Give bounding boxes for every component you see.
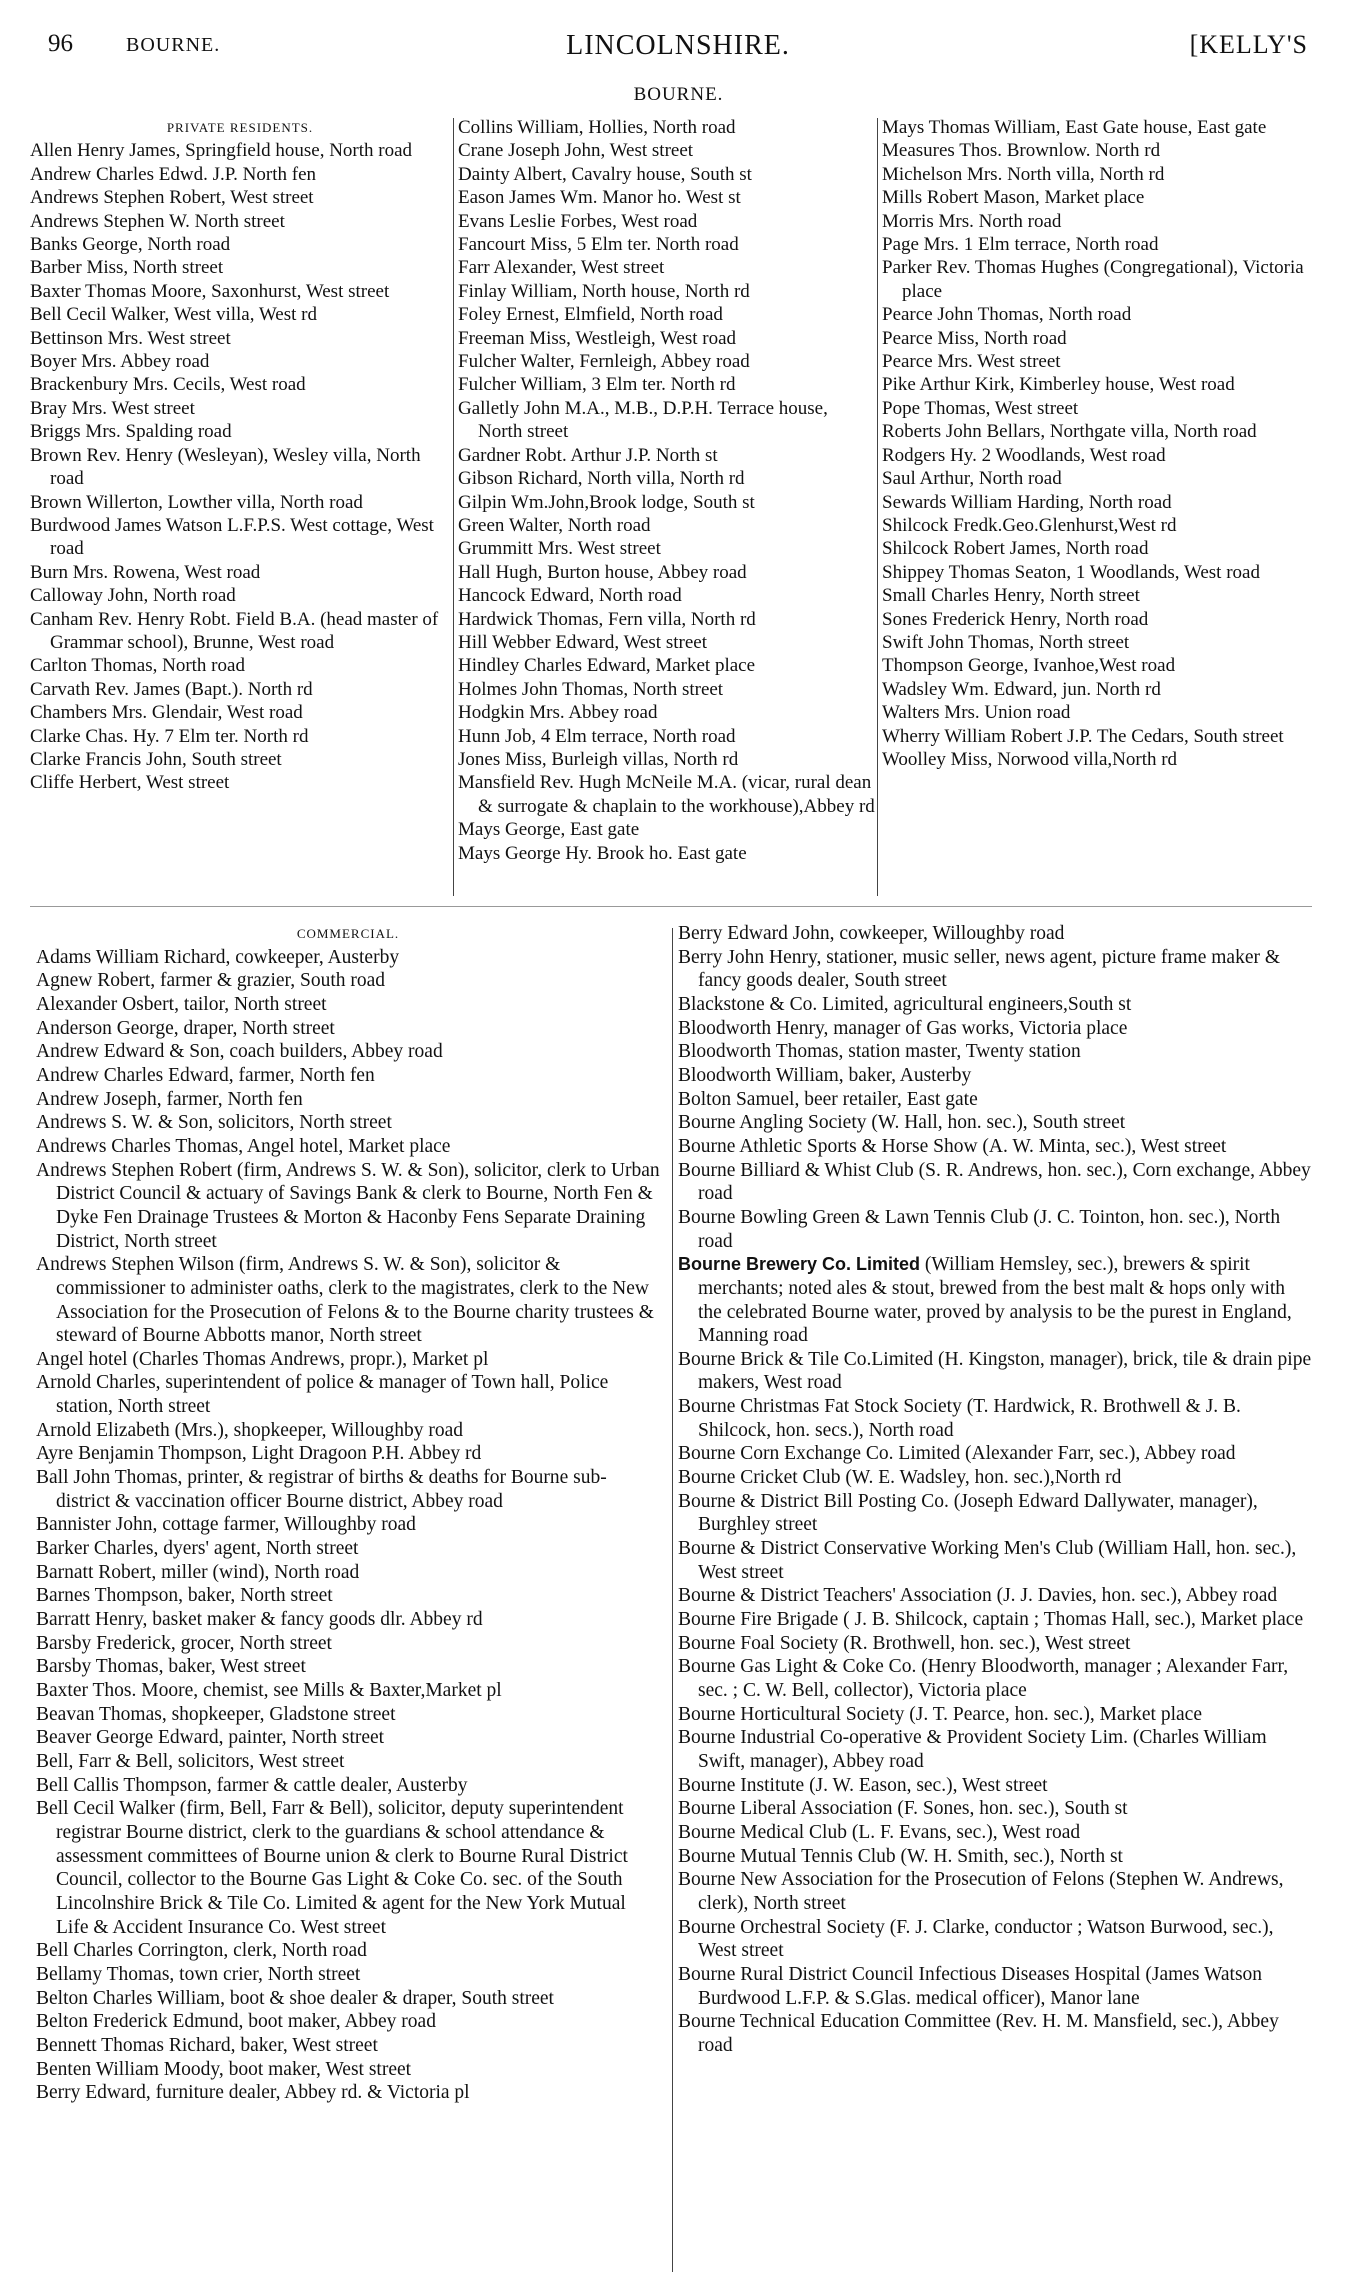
directory-entry: Andrews Stephen W. North street: [30, 210, 285, 232]
directory-entry: Hill Webber Edward, West street: [458, 631, 707, 653]
directory-entry: Swift John Thomas, North street: [882, 631, 1130, 653]
directory-entry: Ball John Thomas, printer, & registrar of births & deaths for Bourne sub-district & vaccination officer Bourne district, Abbey road: [36, 1467, 607, 1512]
directory-entry: Bourne Gas Light & Coke Co. (Henry Bloodworth, manager ; Alexander Farr, sec. ; C. W. Bell, collector), Victoria place: [678, 1656, 1289, 1701]
directory-entry: Saul Arthur, North road: [882, 468, 1062, 490]
directory-entry: Finlay William, North house, North rd: [458, 280, 750, 302]
directory-entry: Andrews Charles Thomas, Angel hotel, Market place: [36, 1135, 451, 1157]
directory-entry: Bellamy Thomas, town crier, North street: [36, 1963, 361, 1985]
directory-entry: Carvath Rev. James (Bapt.). North rd: [30, 678, 313, 700]
directory-entry: Andrew Charles Edward, farmer, North fen: [36, 1064, 375, 1086]
directory-entry: Burdwood James Watson L.F.P.S. West cottage, West road: [30, 514, 434, 560]
directory-entry: Bell, Farr & Bell, solicitors, West street: [36, 1750, 345, 1772]
directory-entry: Sewards William Harding, North road: [882, 491, 1172, 513]
directory-entry: Belton Frederick Edmund, boot maker, Abbey road: [36, 2011, 436, 2033]
directory-entry: Bourne Orchestral Society (F. J. Clarke, conductor ; Watson Burwood, sec.), West street: [678, 1916, 1274, 1962]
directory-entry: Eason James Wm. Manor ho. West st: [458, 187, 741, 209]
directory-entry: Cliffe Herbert, West street: [30, 772, 230, 794]
column-divider: [672, 928, 673, 2272]
directory-entry: Bourne & District Conservative Working Men's Club (William Hall, hon. sec.), West street: [678, 1538, 1297, 1583]
directory-entry: Foley Ernest, Elmfield, North road: [458, 304, 723, 326]
directory-entry: Dainty Albert, Cavalry house, South st: [458, 163, 752, 185]
directory-entry: Small Charles Henry, North street: [882, 585, 1140, 607]
directory-entry: Hunn Job, 4 Elm terrace, North road: [458, 725, 736, 747]
directory-entry: Bennett Thomas Richard, baker, West street: [36, 2034, 378, 2056]
private-residents-column-2: [458, 116, 876, 865]
directory-entry: Fancourt Miss, 5 Elm ter. North road: [458, 234, 739, 256]
directory-entry: Bell Callis Thompson, farmer & cattle dealer, Austerby: [36, 1774, 468, 1796]
directory-entry: Bell Cecil Walker (firm, Bell, Farr & Bell), solicitor, deputy superintendent registrar Bourne district, clerk to the guardians & school attendance & assessment committees of Bourne union & clerk to Bourne Rural District Council, collector to the Bourne Gas Light & Coke Co. sec. of the South Lincolnshire Brick & Tile Co. Limited & agent for the New York Mutual Life & Accident Insurance Co. West street: [36, 1798, 628, 1938]
directory-entry: Mays Thomas William, East Gate house, East gate: [882, 117, 1267, 138]
directory-entry: Hall Hugh, Burton house, Abbey road: [458, 561, 747, 583]
directory-entry: Crane Joseph John, West street: [458, 140, 694, 162]
directory-entry: Walters Mrs. Union road: [882, 702, 1071, 724]
entry-text: (William Hemsley, sec.), brewers & spirit merchants; noted ales & stout, brewed from the best malt & hops only with the celebrated Bourne water, proved by analysis to be the purest in England, Manning road: [698, 1254, 1292, 1347]
directory-entry: Clarke Chas. Hy. 7 Elm ter. North rd: [30, 725, 309, 747]
directory-entry: Ayre Benjamin Thompson, Light Dragoon P.H. Abbey rd: [36, 1443, 482, 1465]
running-head-left: BOURNE.: [126, 34, 221, 56]
directory-entry: Shippey Thomas Seaton, 1 Woodlands, West road: [882, 561, 1260, 583]
directory-entry: Andrew Edward & Son, coach builders, Abbey road: [36, 1041, 443, 1063]
directory-entry: Bourne Industrial Co-operative & Provident Society Lim. (Charles William Swift, manager), Abbey road: [678, 1727, 1267, 1772]
directory-entry: Pope Thomas, West street: [882, 397, 1079, 419]
directory-entry: Michelson Mrs. North villa, North rd: [882, 163, 1165, 185]
directory-entry: Gibson Richard, North villa, North rd: [458, 468, 745, 490]
directory-entry: Fulcher Walter, Fernleigh, Abbey road: [458, 351, 750, 373]
directory-entry: Gilpin Wm.John,Brook lodge, South st: [458, 491, 755, 513]
directory-entry: Barsby Thomas, baker, West street: [36, 1656, 306, 1678]
directory-entry: Bettinson Mrs. West street: [30, 327, 231, 349]
directory-entry: Bourne Bowling Green & Lawn Tennis Club (J. C. Tointon, hon. sec.), North road: [678, 1206, 1281, 1252]
section-divider: [30, 906, 1312, 907]
directory-entry: Bourne Billiard & Whist Club (S. R. Andrews, hon. sec.), Corn exchange, Abbey road: [678, 1159, 1311, 1205]
directory-entry: Thompson George, Ivanhoe,West road: [882, 655, 1176, 677]
directory-entry: Banks George, North road: [30, 234, 231, 256]
directory-entry: Andrews Stephen Wilson (firm, Andrews S. W. & Son), solicitor & commissioner to administer oaths, clerk to the magistrates, clerk to the New Association for the Prosecution of Felons & to the Bourne charity trustees & steward of Bourne Abbotts manor, North street: [36, 1254, 654, 1347]
directory-entry: Bourne Liberal Association (F. Sones, hon. sec.), South st: [678, 1798, 1128, 1820]
directory-entry: Bourne Christmas Fat Stock Society (T. Hardwick, R. Brothwell & J. B. Shilcock, hon. secs.), North road: [678, 1396, 1241, 1441]
directory-entry: Berry John Henry, stationer, music seller, news agent, picture frame maker & fancy goods dealer, South street: [678, 946, 1281, 992]
directory-entry: Clarke Francis John, South street: [30, 748, 282, 770]
town-subheading: BOURNE.: [633, 84, 724, 105]
directory-entry: Bourne Brick & Tile Co.Limited (H. Kingston, manager), brick, tile & drain pipe makers, West road: [678, 1348, 1312, 1394]
directory-entry: Wherry William Robert J.P. The Cedars, South street: [882, 725, 1284, 747]
directory-entry: Andrews Stephen Robert, West street: [30, 187, 314, 209]
directory-entry: Green Walter, North road: [458, 514, 651, 536]
directory-entry: Bray Mrs. West street: [30, 397, 195, 419]
directory-entry: Brown Willerton, Lowther villa, North road: [30, 491, 363, 513]
private-residents-column-3: [882, 116, 1312, 771]
directory-entry: Hodgkin Mrs. Abbey road: [458, 702, 658, 724]
directory-entry: Page Mrs. 1 Elm terrace, North road: [882, 234, 1159, 256]
directory-entry: Collins William, Hollies, North road: [458, 117, 736, 138]
directory-entry: Andrews S. W. & Son, solicitors, North street: [36, 1112, 392, 1134]
directory-entry: Beavan Thomas, shopkeeper, Gladstone street: [36, 1703, 396, 1725]
private-residents-column-1: [30, 116, 450, 795]
directory-entry: Shilcock Fredk.Geo.Glenhurst,West rd: [882, 514, 1177, 536]
directory-entry: Fulcher William, 3 Elm ter. North rd: [458, 374, 736, 396]
advertiser-name: Bourne Brewery Co. Limited: [678, 1254, 921, 1275]
directory-entry: Galletly John M.A., M.B., D.P.H. Terrace house, North street: [458, 397, 828, 443]
directory-entry: Pearce Mrs. West street: [882, 351, 1061, 373]
directory-entry: Morris Mrs. North road: [882, 210, 1062, 232]
directory-entry: Andrew Charles Edwd. J.P. North fen: [30, 163, 317, 185]
directory-entry: Bell Cecil Walker, West villa, West rd: [30, 304, 317, 326]
directory-entry: Bourne Athletic Sports & Horse Show (A. W. Minta, sec.), West street: [678, 1135, 1227, 1157]
directory-entry: Canham Rev. Henry Robt. Field B.A. (head master of Grammar school), Brunne, West road: [30, 608, 439, 653]
directory-entry: Beaver George Edward, painter, North street: [36, 1727, 385, 1749]
directory-entry: Chambers Mrs. Glendair, West road: [30, 702, 303, 724]
commercial-column-1: [36, 922, 660, 2105]
directory-entry: Calloway John, North road: [30, 585, 236, 607]
directory-entry: Grummitt Mrs. West street: [458, 538, 661, 560]
running-head-center: LINCOLNSHIRE.: [566, 30, 790, 61]
directory-entry: Angel hotel (Charles Thomas Andrews, propr.), Market pl: [36, 1348, 489, 1370]
directory-entry: Adams William Richard, cowkeeper, Austerby: [36, 946, 400, 968]
section-heading: PRIVATE RESIDENTS.: [166, 120, 314, 135]
directory-entry: Belton Charles William, boot & shoe dealer & draper, South street: [36, 1987, 554, 2009]
directory-entry: Farr Alexander, West street: [458, 257, 665, 279]
directory-entry: Bourne Rural District Council Infectious Diseases Hospital (James Watson Burdwood L.F.P. & S.Glas. medical officer), Manor lane: [678, 1963, 1263, 2009]
directory-entry: Arnold Elizabeth (Mrs.), shopkeeper, Willoughby road: [36, 1419, 463, 1441]
directory-entry: Mays George Hy. Brook ho. East gate: [458, 842, 747, 864]
directory-entry: Bourne Horticultural Society (J. T. Pearce, hon. sec.), Market place: [678, 1703, 1202, 1725]
directory-entry: Barnatt Robert, miller (wind), North road: [36, 1561, 360, 1583]
directory-entry: Agnew Robert, farmer & grazier, South road: [36, 970, 386, 992]
directory-entry: Bourne Foal Society (R. Brothwell, hon. sec.), West street: [678, 1632, 1131, 1654]
directory-entry: Bourne Technical Education Committee (Rev. H. M. Mansfield, sec.), Abbey road: [678, 2011, 1279, 2056]
directory-entry: Holmes John Thomas, North street: [458, 678, 724, 700]
directory-entry: Barratt Henry, basket maker & fancy goods dlr. Abbey rd: [36, 1609, 483, 1631]
commercial-column-2: [678, 922, 1312, 2058]
directory-entry: Andrew Joseph, farmer, North fen: [36, 1088, 303, 1110]
directory-entry: Evans Leslie Forbes, West road: [458, 210, 698, 232]
directory-entry: Blackstone & Co. Limited, agricultural engineers,South st: [678, 993, 1132, 1015]
column-divider: [877, 118, 878, 896]
directory-entry: Measures Thos. Brownlow. North rd: [882, 140, 1161, 162]
directory-entry: Bannister John, cottage farmer, Willoughby road: [36, 1514, 416, 1536]
directory-entry: Bourne Medical Club (L. F. Evans, sec.), West road: [678, 1821, 1081, 1843]
page-header: [48, 30, 1308, 70]
directory-entry: Jones Miss, Burleigh villas, North rd: [458, 748, 739, 770]
directory-entry: Bloodworth Henry, manager of Gas works, Victoria place: [678, 1017, 1128, 1039]
directory-entry: [678, 1253, 1312, 1348]
directory-entry: Bourne Fire Brigade ( J. B. Shilcock, captain ; Thomas Hall, sec.), Market place: [678, 1609, 1304, 1631]
directory-entry: Mansfield Rev. Hugh McNeile M.A. (vicar, rural dean & surrogate & chaplain to the workhouse),Abbey rd: [458, 772, 875, 817]
directory-entry: Wadsley Wm. Edward, jun. North rd: [882, 678, 1161, 700]
running-head-right: [KELLY'S: [1189, 30, 1308, 59]
section-heading: COMMERCIAL.: [296, 926, 400, 941]
directory-entry: Barber Miss, North street: [30, 257, 224, 279]
directory-entry: Gardner Robt. Arthur J.P. North st: [458, 444, 718, 466]
directory-entry: Rodgers Hy. 2 Woodlands, West road: [882, 444, 1166, 466]
directory-entry: Bourne & District Teachers' Association (J. J. Davies, hon. sec.), Abbey road: [678, 1585, 1278, 1607]
directory-entry: Barsby Frederick, grocer, North street: [36, 1632, 332, 1654]
directory-entry: Baxter Thos. Moore, chemist, see Mills & Baxter,Market pl: [36, 1680, 502, 1701]
directory-entry: Brackenbury Mrs. Cecils, West road: [30, 374, 306, 396]
directory-entry: Pike Arthur Kirk, Kimberley house, West road: [882, 374, 1235, 396]
directory-entry: Carlton Thomas, North road: [30, 655, 245, 677]
directory-entry: Hindley Charles Edward, Market place: [458, 655, 756, 677]
directory-entry: Boyer Mrs. Abbey road: [30, 351, 210, 373]
directory-entry: Baxter Thomas Moore, Saxonhurst, West street: [30, 280, 390, 302]
directory-entry: Brown Rev. Henry (Wesleyan), Wesley villa, North road: [30, 444, 421, 490]
directory-entry: Bloodworth Thomas, station master, Twenty station: [678, 1041, 1081, 1063]
directory-entry: Alexander Osbert, tailor, North street: [36, 993, 327, 1015]
directory-entry: Barker Charles, dyers' agent, North street: [36, 1538, 359, 1560]
directory-entry: Bourne Corn Exchange Co. Limited (Alexander Farr, sec.), Abbey road: [678, 1443, 1236, 1465]
directory-entry: Pearce Miss, North road: [882, 327, 1067, 349]
directory-entry: Barnes Thompson, baker, North street: [36, 1585, 333, 1607]
directory-entry: Roberts John Bellars, Northgate villa, North road: [882, 421, 1257, 443]
directory-entry: Bourne Angling Society (W. Hall, hon. sec.), South street: [678, 1112, 1126, 1134]
directory-entry: Benten William Moody, boot maker, West street: [36, 2058, 412, 2080]
directory-entry: Pearce John Thomas, North road: [882, 304, 1132, 326]
directory-entry: Anderson George, draper, North street: [36, 1017, 335, 1039]
directory-entry: Bourne & District Bill Posting Co. (Joseph Edward Dallywater, manager), Burghley street: [678, 1490, 1258, 1536]
directory-entry: Bourne Cricket Club (W. E. Wadsley, hon. sec.),North rd: [678, 1467, 1122, 1489]
directory-entry: Sones Frederick Henry, North road: [882, 608, 1149, 630]
directory-entry: Bell Charles Corrington, clerk, North road: [36, 1940, 367, 1962]
directory-entry: Hancock Edward, North road: [458, 585, 682, 607]
page-number: 96: [48, 30, 73, 57]
directory-entry: Bourne Institute (J. W. Eason, sec.), West street: [678, 1774, 1048, 1796]
directory-entry: Bourne Mutual Tennis Club (W. H. Smith, sec.), North st: [678, 1845, 1123, 1867]
directory-entry: Mills Robert Mason, Market place: [882, 187, 1145, 209]
directory-entry: Bolton Samuel, beer retailer, East gate: [678, 1088, 978, 1110]
directory-entry: Freeman Miss, Westleigh, West road: [458, 327, 737, 349]
directory-entry: Mays George, East gate: [458, 819, 640, 841]
directory-entry: Shilcock Robert James, North road: [882, 538, 1149, 560]
directory-entry: Bloodworth William, baker, Austerby: [678, 1064, 972, 1086]
directory-entry: Arnold Charles, superintendent of police & manager of Town hall, Police station, North street: [36, 1372, 609, 1418]
directory-entry: Allen Henry James, Springfield house, North road: [30, 140, 413, 162]
directory-entry: Berry Edward, furniture dealer, Abbey rd. & Victoria pl: [36, 2082, 470, 2104]
directory-entry: Burn Mrs. Rowena, West road: [30, 561, 261, 583]
directory-entry: Parker Rev. Thomas Hughes (Congregational), Victoria place: [882, 257, 1304, 302]
directory-entry: Andrews Stephen Robert (firm, Andrews S. W. & Son), solicitor, clerk to Urban District Council & actuary of Savings Bank & clerk to Bourne, North Fen & Dyke Fen Drainage Trustees & Morton & Haconby Fens Separate Draining District, North street: [36, 1159, 660, 1252]
directory-entry: Bourne New Association for the Prosecution of Felons (Stephen W. Andrews, clerk), North street: [678, 1869, 1284, 1914]
directory-entry: Berry Edward John, cowkeeper, Willoughby road: [678, 923, 1065, 944]
directory-entry: Briggs Mrs. Spalding road: [30, 421, 232, 443]
column-divider: [453, 118, 454, 896]
directory-entry: Hardwick Thomas, Fern villa, North rd: [458, 608, 756, 630]
directory-entry: Woolley Miss, Norwood villa,North rd: [882, 748, 1178, 770]
